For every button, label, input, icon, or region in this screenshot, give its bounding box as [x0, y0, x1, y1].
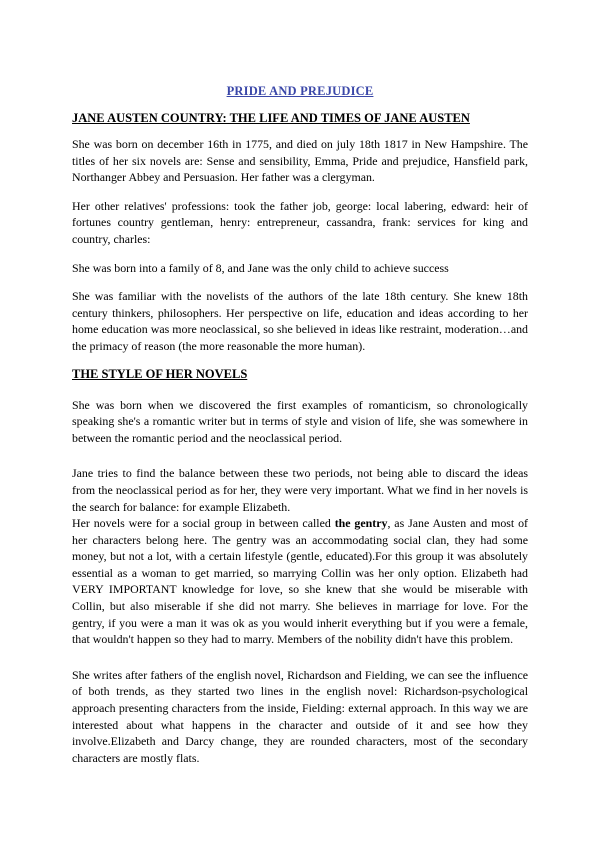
section-heading-life: JANE AUSTEN COUNTRY: THE LIFE AND TIMES OF JANE AUSTEN — [72, 111, 470, 125]
gentry-text-after: , as Jane Austen and most of her characters belong here. The gentry was an accommodating social clan, they had some money, but not a lot, with a certain lifestyle (gentle, educated).For this group it was absolutely essential as a woman to get married, so marrying Collin was her only option. Elizabeth had VERY IMPORTANT knowledge for love, so she knew that she would be miserable with Collin, but also miserable if she did not marry. She believes in marriage for love. For the gentry, if you were a man it was ok as you would inherit everything but if you were a female, that wouldn't happen so they had to marry. Members of the nobility didn't have this problem. — [72, 516, 528, 647]
paragraph-gentry — [72, 515, 528, 648]
paragraph-romanticism: She was born when we discovered the first examples of romanticism, so chronologically speaking she's a romantic writer but in terms of style and vision of life, she was somewhere in between the romantic period and the neoclassical period. — [72, 397, 528, 445]
paragraph-birth: She was born on december 16th in 1775, and died on july 18th 1817 in New Hampshire. The titles of her six novels are: Sense and sensibility, Emma, Pride and prejudice, Hansfield park, Northanger Abbey and Persuasion. Her father was a clergyman. — [72, 137, 528, 185]
paragraph-english-novel: She writes after fathers of the english novel, Richardson and Fielding, we can see the influence of both trends, as they started two lines in the english novel: Richardson-psychological approach presenting characters from the inside, Fielding: external approach. In this way we are interested about what happens in the character and outside of it and see how they involve.Elizabeth and Darcy change, they are rounded characters, most of the secondary characters are mostly flats. — [72, 667, 528, 765]
paragraph-family: She was born into a family of 8, and Jane was the only child to achieve success — [72, 260, 449, 275]
section-heading-style: THE STYLE OF HER NOVELS — [72, 366, 248, 381]
gentry-bold-term: the gentry — [334, 516, 388, 531]
paragraph-relatives: Her other relatives' professions: took the father job, george: local labering, edward: heir of fortunes country gentleman, henry: entrepreneur, cassandra, frank: services for king and country, charles: — [72, 198, 528, 246]
paragraph-influences: She was familiar with the novelists of the authors of the late 18th century. She knew 18th century thinkers, philosophers. Her perspective on life, education and ideas according to her home education was more neoclassical, so she believed in ideas like restraint, moderation…and the primacy of reason (the more reasonable the more human). — [72, 289, 528, 353]
gentry-text-before: Her novels were for a social group in between called — [72, 516, 335, 531]
document-title: PRIDE AND PREJUDICE — [226, 84, 374, 98]
paragraph-balance: Jane tries to find the balance between these two periods, not being able to discard the ideas from the neoclassical period as for her, they were very important. What we find in her novels is the search for balance: for example Elizabeth. — [72, 466, 528, 514]
